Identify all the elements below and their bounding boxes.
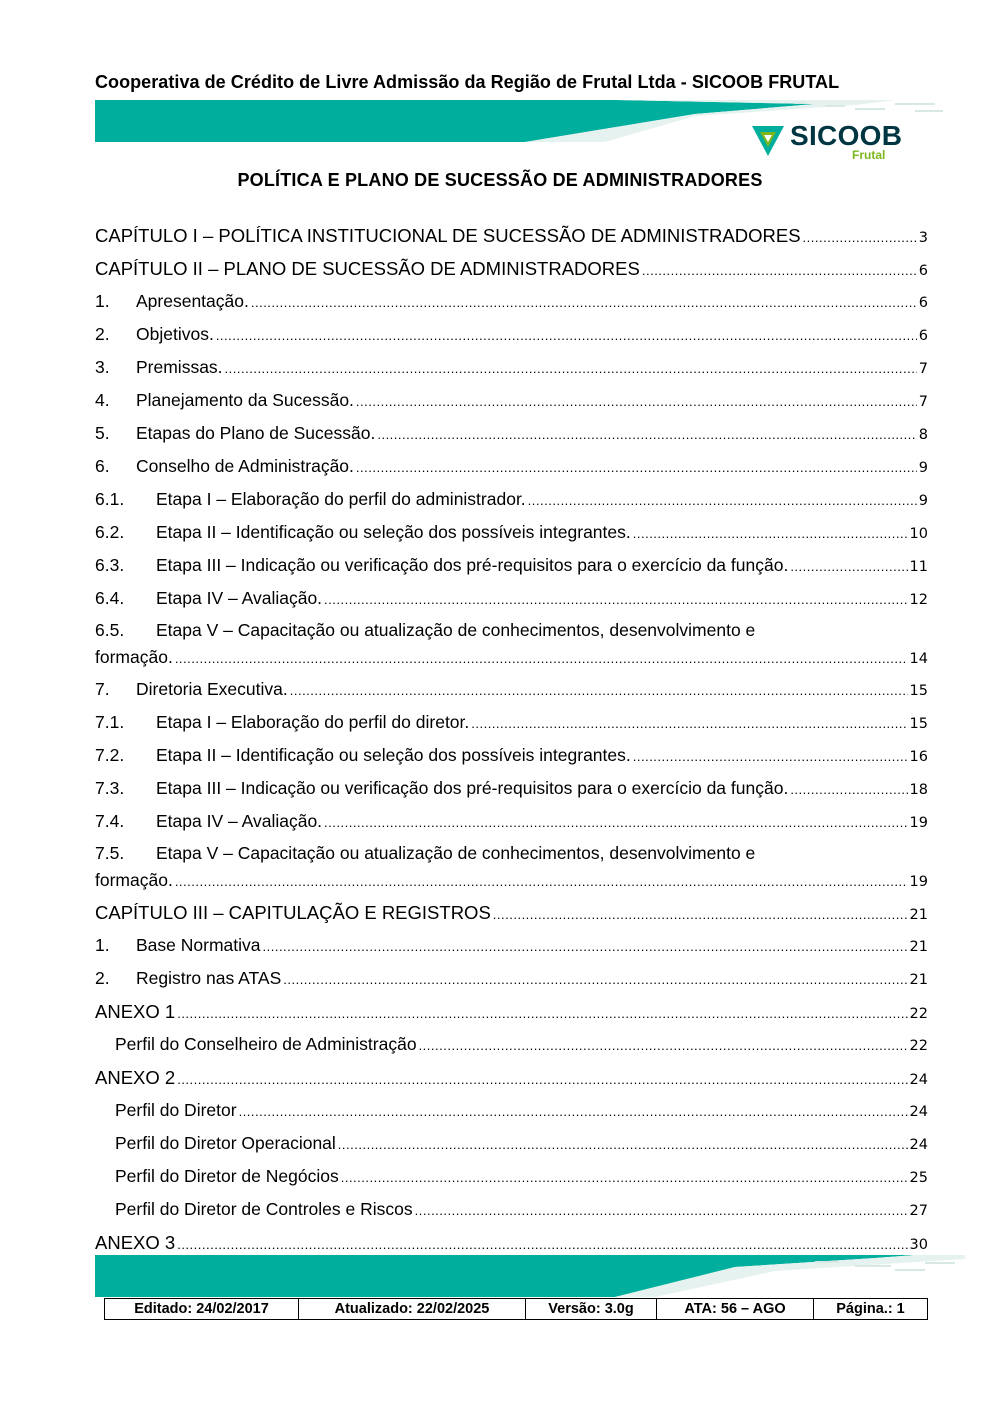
toc-label: ANEXO 2 [95,1067,176,1088]
toc-page: 22 [909,1006,928,1022]
footer-ata: ATA: 56 – AGO [657,1299,814,1319]
toc-entry[interactable] [95,706,928,739]
toc-num: 2. [95,324,110,344]
toc-page: 18 [909,782,928,798]
toc-label: Apresentação. [136,291,249,311]
toc-entry[interactable] [95,739,928,772]
toc-page: 19 [909,815,928,831]
toc-label: Etapa V – Capacitação ou atualização de conhecimentos, desenvolvimento e [156,843,756,863]
toc-page: 14 [909,651,928,667]
toc-label: Conselho de Administração. [136,456,354,476]
toc-num: 6. [95,456,110,476]
toc-entry[interactable] [95,582,928,615]
toc-label: Etapa III – Indicação ou verificação dos pré-requisitos para o exercício da função. [156,555,789,575]
toc-label: Etapa IV – Avaliação. [156,811,323,831]
toc-label: Objetivos. [136,324,214,344]
toc-label: Etapas do Plano de Sucessão. [136,423,376,443]
toc-label: Perfil do Diretor de Negócios [115,1166,339,1186]
toc-num: 7. [95,679,110,699]
sicoob-logo-icon [750,122,786,158]
toc-page: 6 [918,263,928,279]
toc-page: 24 [909,1137,928,1153]
toc-entry[interactable] [95,673,928,706]
toc-page: 11 [909,559,928,575]
toc-page: 7 [918,361,928,377]
toc-label: Etapa III – Indicação ou verificação dos pré-requisitos para o exercício da função. [156,778,789,798]
toc-label: ANEXO 1 [95,1001,176,1022]
toc-entry[interactable] [95,615,928,673]
toc-label: CAPÍTULO II – PLANO DE SUCESSÃO DE ADMINISTRADORES [95,258,640,279]
toc-entry[interactable] [95,417,928,450]
toc-page: 12 [909,592,928,608]
toc-entry[interactable] [95,805,928,838]
toc-num: 7.1. [95,712,125,732]
toc-entry[interactable] [95,252,928,285]
toc-entry[interactable] [95,962,928,995]
footer-info-table [104,1298,928,1320]
toc-entry[interactable] [95,285,928,318]
toc-num: 7.2. [95,745,125,765]
toc-entry[interactable] [95,1127,928,1160]
toc-entry[interactable] [95,1028,928,1061]
toc-label: Etapa II – Identificação ou seleção dos possíveis integrantes. [156,522,631,542]
toc-label-continued: formação. [95,647,173,667]
footer-band [95,1255,965,1297]
toc-page: 9 [918,460,928,476]
toc-label: Premissas. [136,357,223,377]
toc-page: 8 [918,427,928,443]
toc-page: 9 [918,493,928,509]
toc-page: 15 [909,683,928,699]
toc-num: 4. [95,390,110,410]
toc-page: 19 [909,874,928,890]
toc-entry[interactable] [95,351,928,384]
toc-page: 21 [909,972,928,988]
toc-label: Etapa IV – Avaliação. [156,588,323,608]
toc-entry[interactable] [95,516,928,549]
toc-label: Diretoria Executiva. [136,679,288,699]
toc-num: 7.4. [95,811,125,831]
toc-label: Etapa II – Identificação ou seleção dos possíveis integrantes. [156,745,631,765]
footer-version: Versão: 3.0g [526,1299,657,1319]
toc-num: 6.2. [95,522,125,542]
toc-num: 7.3. [95,778,125,798]
toc-num: 5. [95,423,110,443]
toc-label: Etapa I – Elaboração do perfil do administrador. [156,489,526,509]
footer-updated: Atualizado: 22/02/2025 [299,1299,526,1319]
toc-num: 3. [95,357,110,377]
toc-entry[interactable] [95,838,928,896]
toc-page: 25 [909,1170,928,1186]
document-title: POLÍTICA E PLANO DE SUCESSÃO DE ADMINISTRADORES [237,170,763,190]
toc-entry[interactable] [95,483,928,516]
toc-label: ANEXO 3 [95,1232,176,1253]
toc-label: Planejamento da Sucessão. [136,390,354,410]
toc-num: 6.4. [95,588,125,608]
toc-page: 24 [909,1072,928,1088]
toc-num: 7.5. [95,843,125,863]
toc-num: 1. [95,291,110,311]
footer-edited: Editado: 24/02/2017 [105,1299,299,1319]
toc-page: 6 [918,295,928,311]
toc-entry[interactable] [95,1061,928,1094]
toc-page: 10 [909,526,928,542]
toc-entry[interactable] [95,995,928,1028]
toc-entry[interactable] [95,896,928,929]
footer-page: Página.: 1 [836,1301,905,1317]
toc-page: 22 [909,1038,928,1054]
toc-entry[interactable] [95,1160,928,1193]
toc-num: 6.5. [95,620,125,640]
toc-page: 21 [909,939,928,955]
toc-page: 7 [918,394,928,410]
toc-page: 3 [918,230,928,246]
toc-num: 2. [95,968,110,988]
toc-entry[interactable] [95,1094,928,1127]
toc-entry[interactable] [95,318,928,351]
toc-label: Perfil do Diretor de Controles e Riscos [115,1199,413,1219]
logo-sub: Frutal [852,148,886,162]
toc-label: Etapa I – Elaboração do perfil do diretor. [156,712,470,732]
toc-entry[interactable] [95,549,928,582]
logo-name: SICOOB [790,120,903,151]
toc-label: Perfil do Diretor Operacional [115,1133,336,1153]
toc-entry[interactable] [95,219,928,252]
toc-page: 27 [909,1203,928,1219]
toc-page: 24 [909,1104,928,1120]
toc-num: 6.1. [95,489,125,509]
sicoob-logo [750,120,910,166]
toc-num: 1. [95,935,110,955]
toc-label-continued: formação. [95,870,173,890]
toc-label: Base Normativa [136,935,261,955]
toc-page: 15 [909,716,928,732]
toc-entry[interactable] [95,384,928,417]
toc-page: 6 [918,328,928,344]
toc-entry[interactable] [95,450,928,483]
toc-label: CAPÍTULO III – CAPITULAÇÃO E REGISTROS [95,902,491,923]
toc-entry[interactable] [95,772,928,805]
toc-page: 16 [909,749,928,765]
toc-page: 21 [909,907,928,923]
cooperative-header: Cooperativa de Crédito de Livre Admissão da Região de Frutal Ltda - SICOOB FRUTAL [95,72,840,92]
toc-entry[interactable] [95,929,928,962]
toc-label: CAPÍTULO I – POLÍTICA INSTITUCIONAL DE SUCESSÃO DE ADMINISTRADORES [95,225,801,246]
toc-entry[interactable] [95,1193,928,1226]
toc-label: Perfil do Conselheiro de Administração [115,1034,417,1054]
table-of-contents [95,219,928,1259]
toc-label: Registro nas ATAS [136,968,282,988]
toc-num: 6.3. [95,555,125,575]
toc-page: 30 [909,1237,928,1253]
toc-label: Etapa V – Capacitação ou atualização de conhecimentos, desenvolvimento e [156,620,756,640]
toc-label: Perfil do Diretor [115,1100,237,1120]
